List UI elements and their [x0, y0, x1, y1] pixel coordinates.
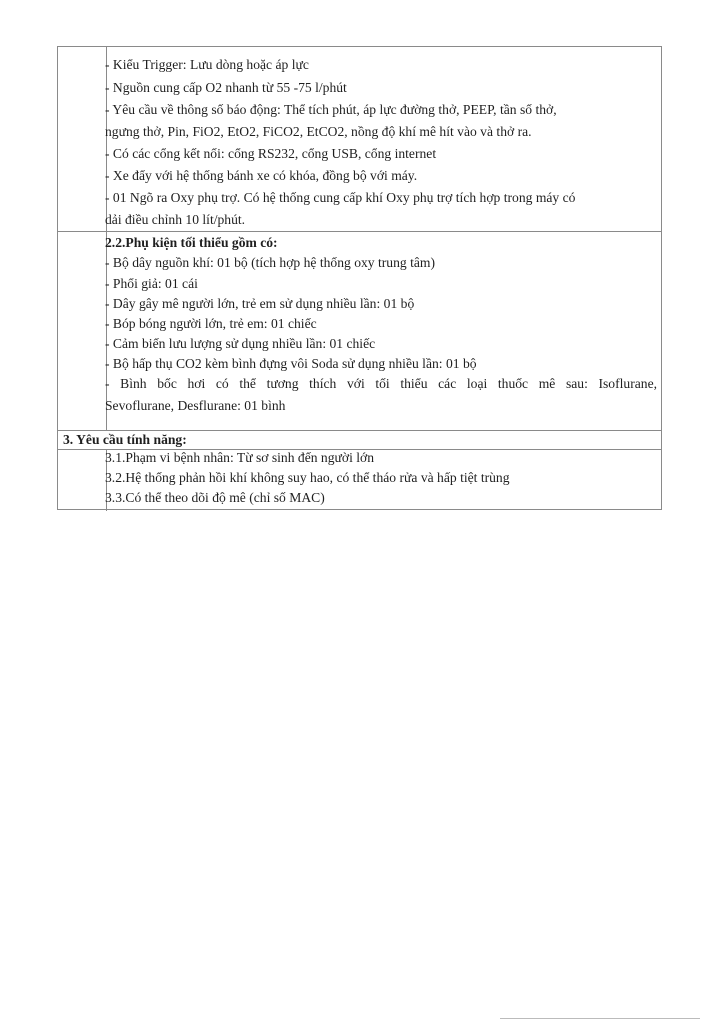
row2-line-3: - Dây gây mê người lớn, trẻ em sử dụng nhiều lần: 01 bộ	[105, 296, 415, 311]
row1-line-6: - Xe đẩy với hệ thống bánh xe có khóa, đồng bộ với máy.	[105, 168, 418, 183]
row2-line-4: - Bóp bóng người lớn, trẻ em: 01 chiếc	[105, 316, 317, 331]
row2-line-5: - Cảm biến lưu lượng sử dụng nhiều lần: 01 chiếc	[105, 336, 376, 351]
spec-table	[57, 46, 662, 510]
row1-line-7: - 01 Ngõ ra Oxy phụ trợ. Có hệ thống cung cấp khí Oxy phụ trợ tích hợp trong máy có	[105, 190, 576, 205]
row2-line-6: - Bộ hấp thụ CO2 kèm bình đựng vôi Soda sử dụng nhiều lần: 01 bộ	[105, 356, 477, 371]
row2-line-2: - Phổi giả: 01 cái	[105, 276, 198, 291]
row1-line-8: dải điều chỉnh 10 lít/phút.	[105, 212, 246, 227]
row-separator-1	[58, 231, 661, 232]
row1-line-4: ngưng thở, Pin, FiO2, EtO2, FiCO2, EtCO2, nồng độ khí mê hít vào và thở ra.	[105, 124, 532, 139]
section3-line-1: 3.1.Phạm vi bệnh nhân: Từ sơ sinh đến người lớn	[105, 450, 375, 465]
row2-line-7: - Bình bốc hơi có thể tương thích với tối thiểu các loại thuốc mê sau: Isoflurane,	[105, 376, 657, 391]
section-3-title: 3. Yêu cầu tính năng:	[63, 432, 187, 447]
row1-line-1: - Kiểu Trigger: Lưu dòng hoặc áp lực	[105, 57, 309, 72]
row2-line-8: Sevoflurane, Desflurane: 01 bình	[105, 398, 286, 413]
row1-line-5: - Có các cổng kết nối: cổng RS232, cổng USB, cổng internet	[105, 146, 437, 161]
accessories-heading: 2.2.Phụ kiện tối thiểu gồm có:	[105, 235, 278, 250]
section3-line-3: 3.3.Có thể theo dõi độ mê (chỉ số MAC)	[105, 490, 325, 505]
section3-line-2: 3.2.Hệ thống phản hồi khí không suy hao, có thể tháo rửa và hấp tiệt trùng	[105, 470, 510, 485]
page-footer-rule	[500, 1018, 700, 1019]
row1-line-2: - Nguồn cung cấp O2 nhanh từ 55 -75 l/phút	[105, 80, 347, 95]
row1-line-3: - Yêu cầu về thông số báo động: Thể tích phút, áp lực đường thở, PEEP, tần số thở,	[105, 102, 557, 117]
row2-line-1: - Bộ dây nguồn khí: 01 bộ (tích hợp hệ thống oxy trung tâm)	[105, 255, 436, 270]
